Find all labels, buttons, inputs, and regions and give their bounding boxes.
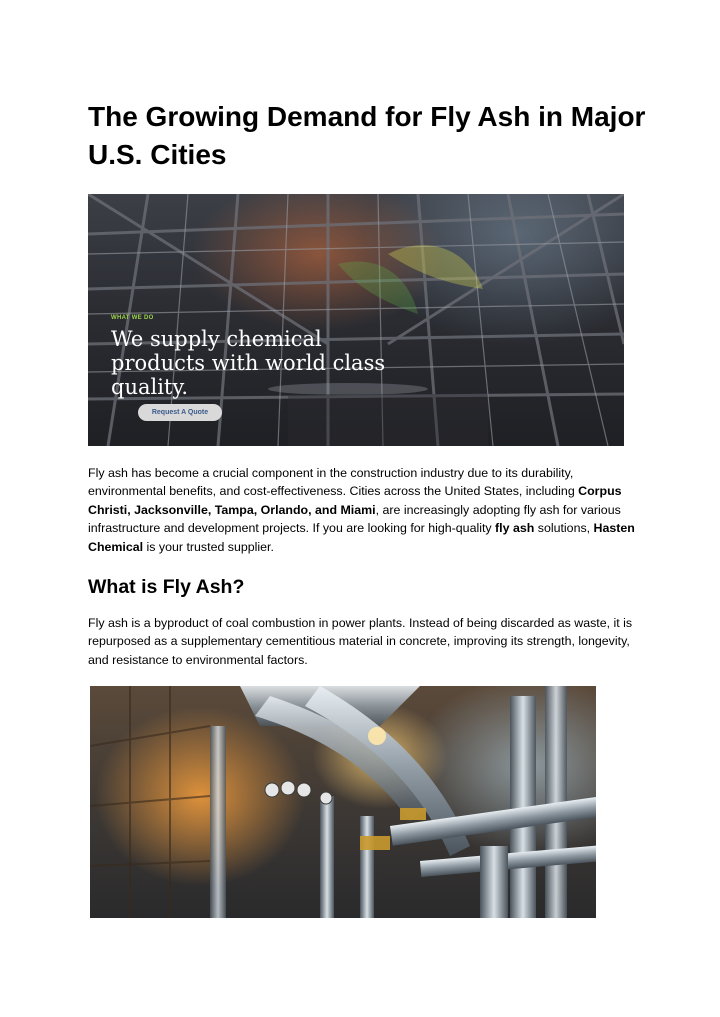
section-paragraph: Fly ash is a byproduct of coal combustion in power plants. Instead of being discarded as waste, it is repurposed as a supplementary cementitious material in concrete, improving its strength, longevity, and resistance to environmental factors. bbox=[88, 616, 633, 667]
banner-tag: WHAT WE DO bbox=[111, 315, 154, 321]
intro-paragraph bbox=[88, 464, 636, 556]
section-heading: What is Fly Ash? bbox=[88, 576, 245, 598]
cities-highlight: Corpus Christi, Jacksonville, Tampa, Orlando, and Miami bbox=[88, 484, 622, 517]
intro-text-2: , are increasingly adopting fly ash for various infrastructure and development projects. If you are looking for high-quality bbox=[88, 502, 621, 536]
industrial-pipes-image bbox=[90, 686, 596, 918]
pipes-graphic bbox=[90, 686, 596, 918]
intro-text-1: Fly ash has become a crucial component in the construction industry due to its durability, environmental benefits, and cost-effectiveness. Cities across the United States, including bbox=[88, 466, 579, 499]
intro-text-3: solutions, bbox=[534, 521, 594, 536]
banner-image bbox=[88, 194, 624, 446]
banner-headline: We supply chemical products with world class quality. bbox=[111, 327, 386, 399]
company-highlight: Hasten Chemical bbox=[88, 521, 635, 554]
request-quote-button[interactable]: Request A Quote bbox=[138, 404, 222, 421]
intro-text-4: is your trusted supplier. bbox=[143, 539, 274, 554]
page-title: The Growing Demand for Fly Ash in Major U.S. Cities bbox=[88, 101, 646, 170]
fly-ash-highlight: fly ash bbox=[495, 521, 535, 536]
